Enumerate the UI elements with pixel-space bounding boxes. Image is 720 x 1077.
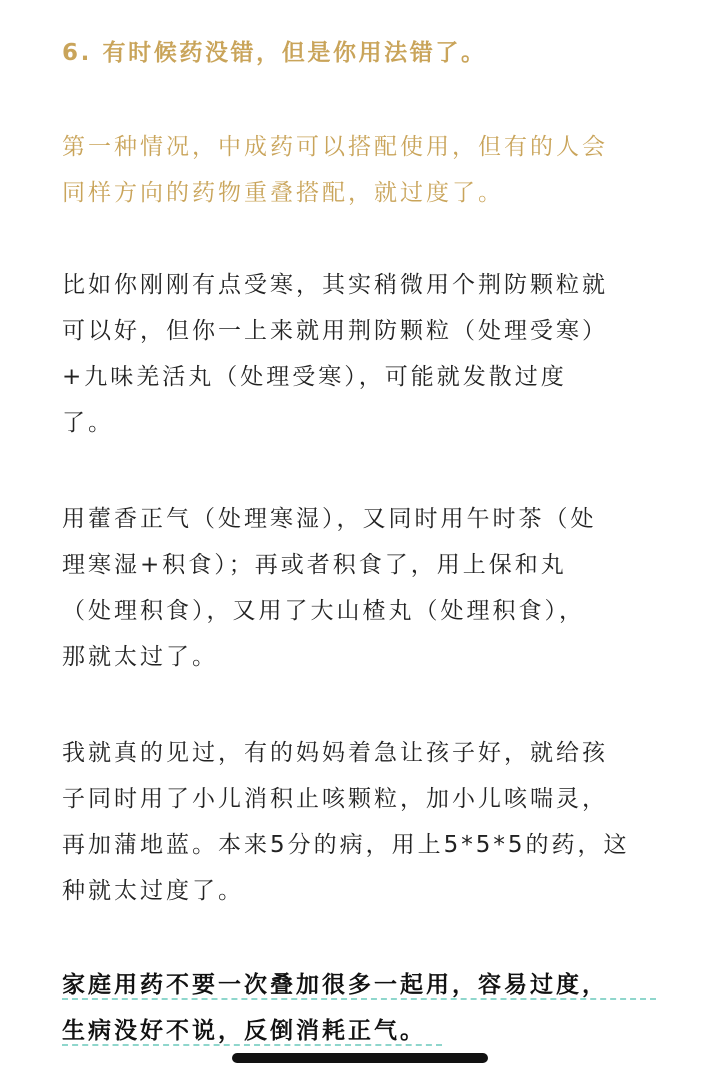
intro-line-2: 同样方向的药物重叠搭配，就过度了。 bbox=[62, 180, 504, 206]
intro-paragraph bbox=[62, 124, 662, 216]
example1-line-1: 比如你刚刚有点受寒，其实稍微用个荆防颗粒就 bbox=[62, 272, 608, 298]
conclusion-paragraph bbox=[62, 962, 662, 1054]
example1-line-4: 了。 bbox=[62, 410, 114, 436]
home-indicator-bar[interactable] bbox=[232, 1053, 488, 1063]
example3-line-2: 子同时用了小儿消积止咳颗粒，加小儿咳喘灵， bbox=[62, 786, 608, 812]
example-paragraph-3 bbox=[62, 730, 662, 914]
example3-line-3: 再加蒲地蓝。本来5分的病，用上5*5*5的药，这 bbox=[62, 832, 630, 858]
example-paragraph-2 bbox=[62, 496, 662, 680]
conclusion-line-2: 生病没好不说，反倒消耗正气。 bbox=[62, 1018, 426, 1044]
highlight-underline-1 bbox=[62, 998, 656, 1000]
example1-line-2: 可以好，但你一上来就用荆防颗粒（处理受寒） bbox=[62, 318, 608, 344]
example3-line-1: 我就真的见过，有的妈妈着急让孩子好，就给孩 bbox=[62, 740, 608, 766]
example-paragraph-1 bbox=[62, 262, 662, 446]
example3-line-4: 种就太过度了。 bbox=[62, 878, 244, 904]
example2-line-1: 用藿香正气（处理寒湿），又同时用午时茶（处 bbox=[62, 506, 597, 532]
example2-line-3: （处理积食），又用了大山楂丸（处理积食）， bbox=[62, 598, 585, 624]
section-heading: 6. 有时候药没错，但是你用法错了。 bbox=[62, 40, 487, 66]
intro-line-1: 第一种情况，中成药可以搭配使用，但有的人会 bbox=[62, 134, 608, 160]
example2-line-2: 理寒湿+积食）；再或者积食了，用上保和丸 bbox=[62, 552, 567, 578]
example1-line-3: +九味羌活丸（处理受寒），可能就发散过度 bbox=[62, 364, 567, 390]
highlight-underline-2 bbox=[62, 1044, 442, 1046]
conclusion-line-1: 家庭用药不要一次叠加很多一起用，容易过度， bbox=[62, 972, 608, 998]
example2-line-4: 那就太过了。 bbox=[62, 644, 218, 670]
